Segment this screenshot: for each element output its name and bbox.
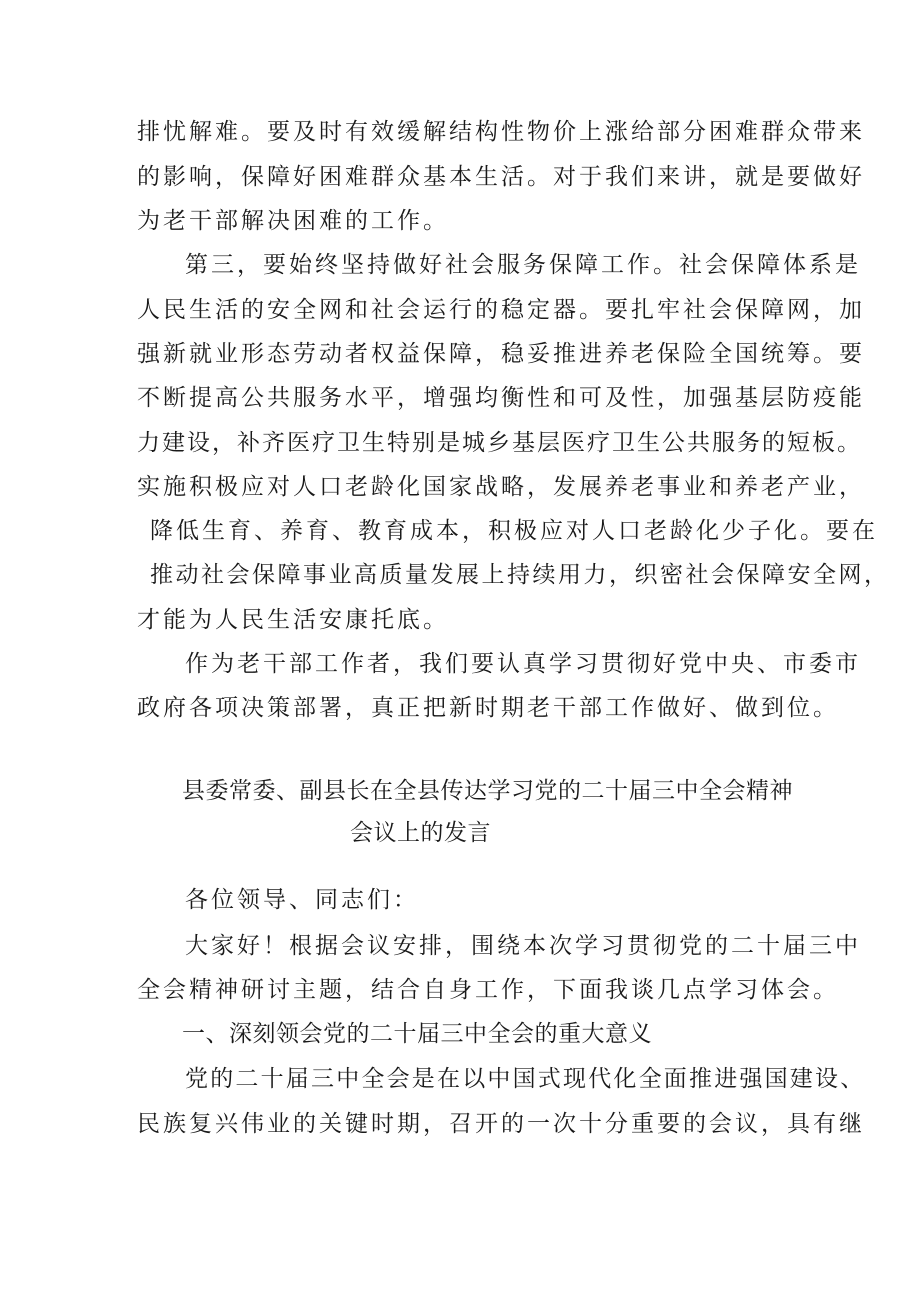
salutation: 各位领导、同志们：	[185, 887, 419, 913]
paragraph-line: 不断提高公共服务水平，增强均衡性和可及性，加强基层防疫能	[137, 385, 865, 411]
paragraph-line: 大家好！根据会议安排，围绕本次学习贯彻党的二十届三中	[185, 933, 861, 959]
paragraph-line: 强新就业形态劳动者权益保障，稳妥推进养老保险全国统筹。要	[137, 341, 865, 367]
paragraph-line: 力建设，补齐医疗卫生特别是城乡基层医疗卫生公共服务的短板。	[137, 430, 862, 456]
paragraph-line: 的影响，保障好困难群众基本生活。对于我们来讲，就是要做好	[137, 164, 865, 190]
article-title-continued: 会议上的发言	[350, 820, 491, 846]
article-title: 县委常委、副县长在全县传达学习党的二十届三中全会精神	[182, 778, 793, 804]
paragraph-line: 全会精神研讨主题，结合自身工作，下面我谈几点学习体会。	[137, 977, 839, 1003]
section-heading: 一、深刻领会党的二十届三中全会的重大意义	[182, 1021, 652, 1047]
paragraph-line: 降低生育、养育、教育成本，积极应对人口老龄化少子化。要在	[150, 518, 878, 544]
paragraph-line: 党的二十届三中全会是在以中国式现代化全面推进强国建设、	[185, 1066, 866, 1092]
paragraph-line: 第三，要始终坚持做好社会服务保障工作。社会保障体系是	[185, 252, 861, 278]
paragraph-line: 政府各项决策部署，真正把新时期老干部工作做好、做到位。	[137, 695, 839, 721]
paragraph-line: 才能为人民生活安康托底。	[137, 607, 449, 633]
paragraph-line: 作为老干部工作者，我们要认真学习贯彻好党中央、市委市	[185, 651, 861, 677]
paragraph-line: 民族复兴伟业的关键时期，召开的一次十分重要的会议，具有继	[137, 1111, 865, 1137]
paragraph-line: 人民生活的安全网和社会运行的稳定器。要扎牢社会保障网，加	[137, 297, 865, 323]
paragraph-line: 推动社会保障事业高质量发展上持续用力，织密社会保障安全网，	[150, 562, 890, 588]
paragraph-line: 为老干部解决困难的工作。	[137, 208, 449, 234]
paragraph-line: 实施积极应对人口老龄化国家战略，发展养老事业和养老产业，	[137, 474, 865, 500]
paragraph-line: 排忧解难。要及时有效缓解结构性物价上涨给部分困难群众带来	[137, 119, 865, 145]
